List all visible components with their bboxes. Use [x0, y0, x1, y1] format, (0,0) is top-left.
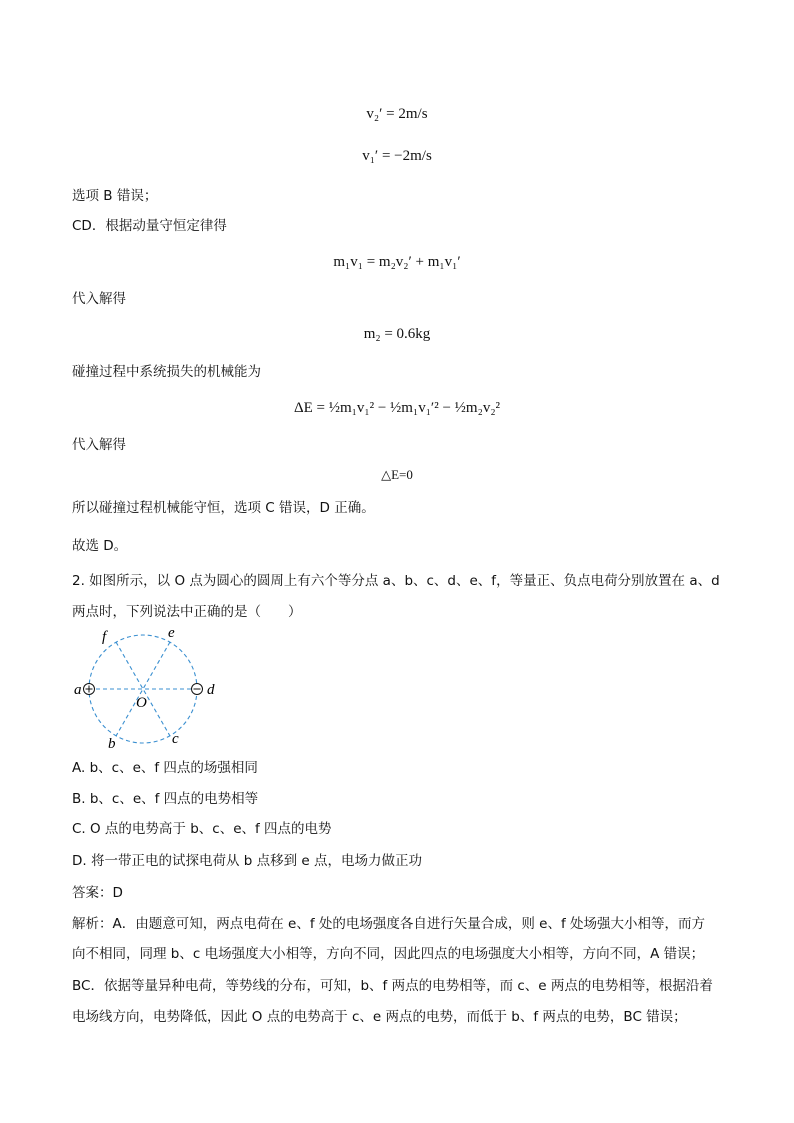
option-b: B. b、c、e、f 四点的电势相等: [72, 791, 259, 807]
analysis-line-3: BC．依据等量异种电荷，等势线的分布，可知，b、f 两点的电势相等，而 c、e 两点的电势相等，根据沿着: [72, 978, 713, 994]
equation-v1-prime: v₁′ = −2m/s: [362, 148, 432, 164]
label-a: a: [74, 682, 82, 698]
equation-delta-e-zero: △E=0: [381, 467, 413, 482]
option-c: C. O 点的电势高于 b、c、e、f 四点的电势: [72, 821, 332, 837]
equation-delta-e: ΔE = ½m₁v₁² − ½m₁v₁′² − ½m₂v₂²: [293, 400, 501, 416]
text-option-b-wrong: 选项 B 错误；: [72, 188, 158, 204]
label-c: c: [172, 731, 179, 747]
option-d: D. 将一带正电的试探电荷从 b 点移到 e 点，电场力做正功: [72, 853, 423, 869]
label-f: f: [102, 629, 107, 645]
equation-m2: m₂ = 0.6kg: [363, 326, 431, 342]
analysis-line-2: 向不相同，同理 b、c 电场强度大小相等，方向不同，因此四点的电场强度大小相等，方向不同，A 错误；: [72, 946, 705, 962]
label-e: e: [168, 625, 175, 641]
text-conservation: 所以碰撞过程机械能守恒，选项 C 错误，D 正确。: [72, 500, 375, 516]
text-energy-loss: 碰撞过程中系统损失的机械能为: [72, 364, 261, 380]
circle-charge-figure: [70, 624, 230, 754]
option-a: A. b、c、e、f 四点的场强相同: [72, 760, 258, 776]
label-o: O: [136, 695, 147, 711]
label-b: b: [108, 736, 116, 752]
question-2-stem-line-2: 两点时，下列说法中正确的是（ ）: [72, 604, 302, 620]
analysis-line-1: 解析：A．由题意可知，两点电荷在 e、f 处的电场强度各自进行矢量合成，则 e、f 处场强大小相等，而方: [72, 916, 706, 932]
text-substitute-1: 代入解得: [72, 291, 126, 307]
answer-line: 答案：D: [72, 885, 123, 901]
text-cd-momentum: CD．根据动量守恒定律得: [72, 218, 227, 234]
text-substitute-2: 代入解得: [72, 437, 126, 453]
label-d: d: [207, 682, 215, 698]
equation-momentum: m₁v₁ = m₂v₂′ + m₁v₁′: [333, 254, 461, 270]
equation-v2-prime: v₂′ = 2m/s: [366, 106, 428, 122]
analysis-line-4: 电场线方向，电势降低，因此 O 点的电势高于 c、e 两点的电势，而低于 b、f 两点的电势，BC 错误；: [72, 1009, 687, 1025]
question-2-stem-line-1: 2. 如图所示，以 O 点为圆心的圆周上有六个等分点 a、b、c、d、e、f，等量正、负点电荷分别放置在 a、d: [72, 573, 720, 589]
text-choose-d: 故选 D。: [72, 538, 128, 554]
